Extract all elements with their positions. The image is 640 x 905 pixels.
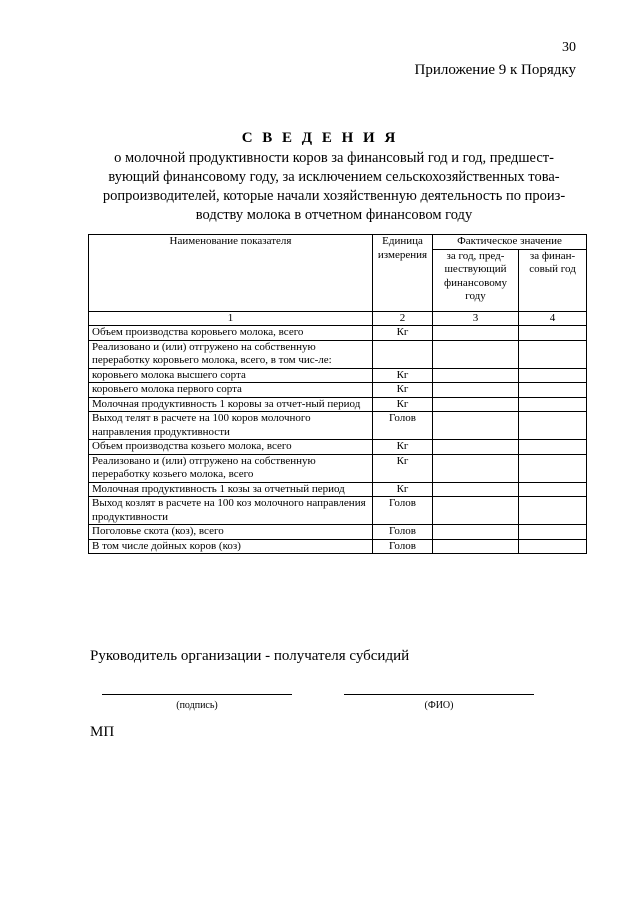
previous-year-value-cell[interactable] [433,368,519,383]
signature-line[interactable] [102,694,292,695]
financial-year-value-cell[interactable] [519,412,587,440]
table-row [89,368,587,383]
subtitle-line: ропроизводителей, которые начали хозяйственную деятельность по произ- [102,188,566,204]
financial-year-value-cell[interactable] [519,497,587,525]
table-row [89,326,587,341]
financial-year-value-cell[interactable] [519,340,587,368]
indicator-name-cell: Реализовано и (или) отгружено на собственную переработку козьего молока, всего [89,454,373,482]
unit-cell: Кг [373,454,433,482]
indicator-name-cell: коровьего молока высшего сорта [89,368,373,383]
table-body [89,326,587,554]
previous-year-value-cell[interactable] [433,340,519,368]
financial-year-value-cell[interactable] [519,440,587,455]
financial-year-value-cell[interactable] [519,454,587,482]
indicator-name-cell: коровьего молока первого сорта [89,383,373,398]
unit-cell: Кг [373,397,433,412]
table-row [89,412,587,440]
indicator-name-cell: Реализовано и (или) отгружено на собственную переработку коровьего молока, всего, в том чис-ле: [89,340,373,368]
column-number: 1 [89,311,373,326]
table-row [89,383,587,398]
previous-year-value-cell[interactable] [433,497,519,525]
signature-caption: (подпись) [176,700,218,711]
previous-year-value-cell[interactable] [433,440,519,455]
financial-year-value-cell[interactable] [519,525,587,540]
header-unit: Единица измерения [373,235,433,312]
document-title: С В Е Д Е Н И Я [241,130,399,146]
previous-year-value-cell[interactable] [433,539,519,554]
table-row [89,539,587,554]
previous-year-value-cell[interactable] [433,326,519,341]
stamp-label: МП [90,724,115,740]
financial-year-value-cell[interactable] [519,383,587,398]
previous-year-value-cell[interactable] [433,454,519,482]
indicator-name-cell: Объем производства козьего молока, всего [89,440,373,455]
column-number: 2 [373,311,433,326]
unit-cell: Голов [373,525,433,540]
header-actual-value: Фактическое значение [433,235,587,250]
table-row [89,340,587,368]
signer-label: Руководитель организации - получателя субсидий [90,648,410,664]
indicator-name-cell: Объем производства коровьего молока, всего [89,326,373,341]
unit-cell: Кг [373,383,433,398]
unit-cell: Голов [373,539,433,554]
previous-year-value-cell[interactable] [433,412,519,440]
header-financial-year: за финан-совый год [519,249,587,311]
financial-year-value-cell[interactable] [519,326,587,341]
appendix-label: Приложение 9 к Порядку [414,62,576,78]
previous-year-value-cell[interactable] [433,482,519,497]
column-numbers-row [89,311,587,326]
table-row [89,397,587,412]
unit-cell: Кг [373,440,433,455]
unit-cell: Голов [373,412,433,440]
indicator-name-cell: Выход козлят в расчете на 100 коз молочного направления продуктивности [89,497,373,525]
unit-cell: Кг [373,326,433,341]
table-row [89,525,587,540]
indicator-name-cell: В том числе дойных коров (коз) [89,539,373,554]
previous-year-value-cell[interactable] [433,383,519,398]
indicator-name-cell: Поголовье скота (коз), всего [89,525,373,540]
column-number: 4 [519,311,587,326]
table-row [89,440,587,455]
subtitle-line: водству молока в отчетном финансовом году [195,207,473,223]
unit-cell [373,340,433,368]
indicators-table [88,234,587,554]
financial-year-value-cell[interactable] [519,482,587,497]
column-number: 3 [433,311,519,326]
indicator-name-cell: Молочная продуктивность 1 коровы за отчет-ный период [89,397,373,412]
header-previous-year: за год, пред-шествующий финансовому году [433,249,519,311]
previous-year-value-cell[interactable] [433,525,519,540]
indicator-name-cell: Выход телят в расчете на 100 коров молочного направления продуктивности [89,412,373,440]
subtitle-line: вующий финансовому году, за исключением сельскохозяйственных това- [108,169,560,185]
financial-year-value-cell[interactable] [519,368,587,383]
unit-cell: Голов [373,497,433,525]
previous-year-value-cell[interactable] [433,397,519,412]
table-row [89,454,587,482]
document-subtitle [98,149,570,225]
financial-year-value-cell[interactable] [519,539,587,554]
indicator-name-cell: Молочная продуктивность 1 козы за отчетный период [89,482,373,497]
unit-cell: Кг [373,482,433,497]
fio-caption: (ФИО) [424,700,454,711]
table-row [89,497,587,525]
table-row [89,482,587,497]
unit-cell: Кг [373,368,433,383]
page-number: 30 [562,40,576,55]
fio-line[interactable] [344,694,534,695]
financial-year-value-cell[interactable] [519,397,587,412]
header-indicator-name: Наименование показателя [89,235,373,312]
subtitle-line: о молочной продуктивности коров за финансовый год и год, предшест- [114,150,554,166]
